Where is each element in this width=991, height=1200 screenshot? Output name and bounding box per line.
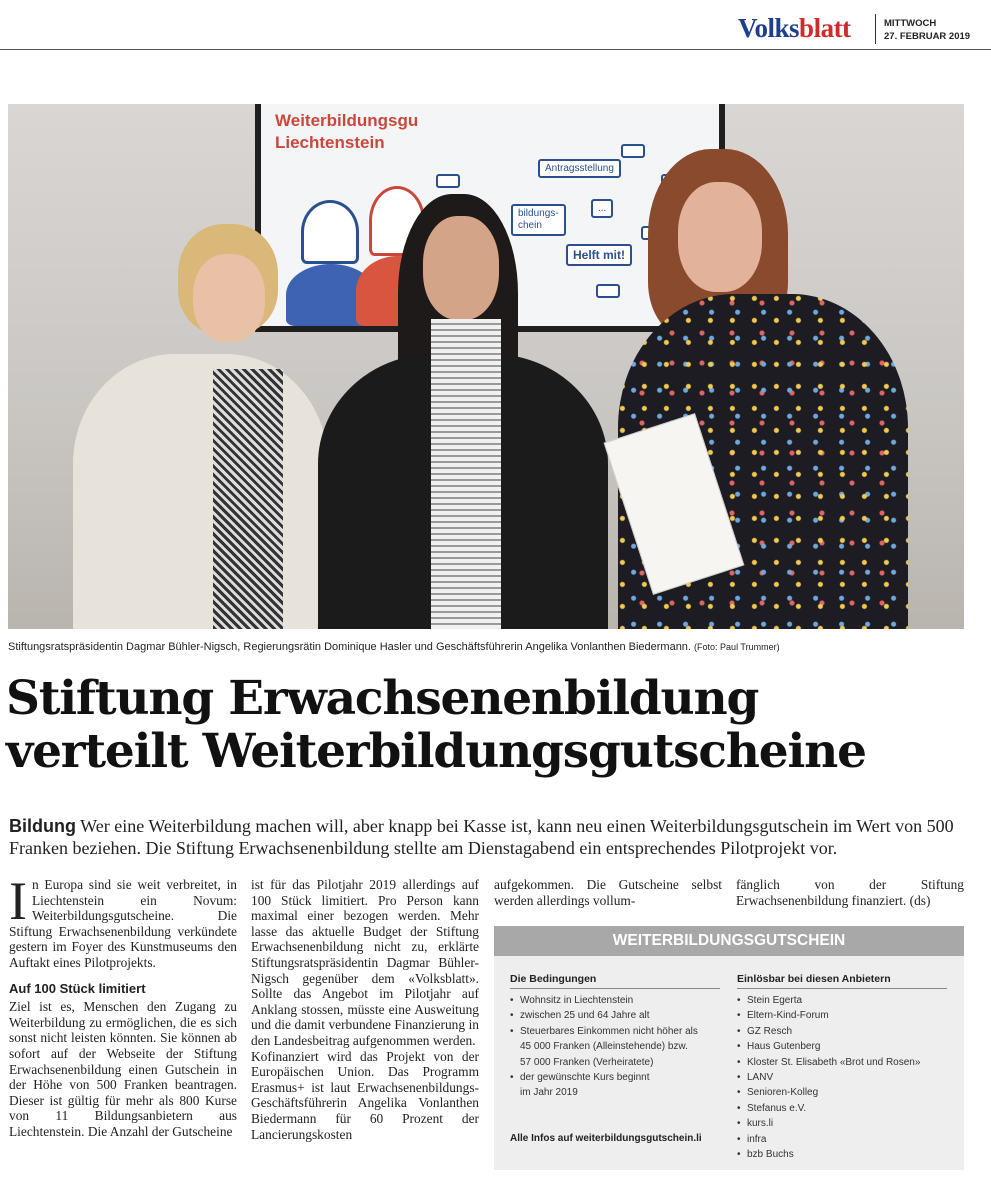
lead-kicker: Bildung — [9, 816, 76, 836]
conditions-section — [510, 973, 720, 1101]
info-box-title: WEITERBILDUNGSGUTSCHEIN — [494, 926, 964, 956]
headline-line-1: Stiftung Erwachsenenbildung — [6, 671, 759, 726]
provider-item: • Haus Gutenberg — [737, 1039, 947, 1054]
paragraph-col1-2: Ziel ist es, Menschen den Zugang zu Weiterbildung zu ermöglichen, die es sich sonst nicht leisten könnten. Sie können ab sofort auf der Webseite der Stiftung Erwachsenenbildung einen Gutschein in der Höhe von 500 Franken beantragen. Dieser ist gültig für mehr als 800 Kurse von 11 Bildungsanbietern aus Liechtenstein. Die Anzahl der Gutscheine — [9, 999, 237, 1139]
issue-full-date: 27. FEBRUAR 2019 — [884, 31, 971, 42]
person-center-top — [431, 319, 501, 629]
drop-cap: I — [9, 871, 27, 931]
person-left-jacket — [73, 354, 328, 629]
provider-item: • Eltern-Kind-Forum — [737, 1008, 947, 1023]
article-headline — [6, 672, 986, 778]
provider-item: • GZ Resch — [737, 1024, 947, 1039]
info-box-footer-link[interactable]: Alle Infos auf weiterbildungsgutschein.li — [510, 1133, 702, 1144]
provider-item: • Stein Egerta — [737, 993, 947, 1008]
person-left-top — [213, 369, 283, 629]
paragraph-col3-1: aufgekommen. Die Gutscheine selbst werden allerdings vollum- — [494, 877, 722, 908]
headline-line-2: verteilt Weiterbildungsgutscheine — [6, 724, 866, 779]
provider-item: • infra — [737, 1132, 947, 1147]
providers-heading: Einlösbar bei diesen Anbietern — [737, 973, 947, 989]
article-column-2 — [251, 877, 479, 1142]
issue-date — [884, 17, 970, 43]
bubble-bildungsschein: bildungs- chein — [511, 204, 566, 236]
providers-section — [737, 973, 947, 1162]
person-right-face — [678, 182, 762, 292]
masthead — [0, 0, 991, 50]
paragraph-col2-1: ist für das Pilotjahr 2019 allerdings auf 100 Stück limitiert. Pro Person kann maximal einer bezogen werden. Mehr lasse das aktuelle Budget der Stiftung Erwachsenenbildung nicht zu, erklärte Stiftungsratspräsidentin Dagmar Bühler-Nigsch gegenüber dem «Volksblatt». Sollte das Angebot im Pilotjahr auf Anklang stossen, müsste eine Ausweitung und die damit verbundene Finanzierung in den Landesbeitrag aufgenommen werden. — [251, 877, 479, 1048]
providers-list — [737, 993, 947, 1162]
bubble-empty-5 — [436, 174, 460, 188]
bubble-antragsstellung: Antragsstellung — [538, 159, 621, 178]
provider-item: • Kloster St. Elisabeth «Brot und Rosen» — [737, 1055, 947, 1070]
bubble-empty-1 — [621, 144, 645, 158]
conditions-heading: Die Bedingungen — [510, 973, 720, 989]
condition-item: • Wohnsitz in Liechtenstein — [510, 993, 720, 1008]
provider-item: • LANV — [737, 1070, 947, 1085]
provider-item: • kurs.li — [737, 1116, 947, 1131]
paragraph-col2-2: Kofinanziert wird das Projekt von der Europäischen Union. Das Programm Erasmus+ ist laut Erwachsenenbildungs-Geschäftsführerin Angelika Vonlanthen Biedermann für 60 Prozent der Lancierungskosten — [251, 1048, 479, 1142]
provider-item: • bzb Buchs — [737, 1147, 947, 1162]
provider-item: • Stefanus e.V. — [737, 1101, 947, 1116]
issue-weekday: MITTWOCH — [884, 18, 937, 29]
paragraph-intro: In Europa sind sie weit verbreitet, in Liechtenstein ein Novum: Weiterbildungsgutscheine. Die Stiftung Erwachsenenbildung verkündete gestern im Foyer des Kunstmuseums den Auftakt eines Pilotprojekts. — [9, 871, 237, 970]
caption-text: Stiftungsratspräsidentin Dagmar Bühler-Nigsch, Regierungsrätin Dominique Hasler und Geschäftsführerin Angelika Vonlanthen Biedermann. — [8, 641, 691, 653]
logo-part-volks: Volks — [738, 13, 800, 43]
condition-item: • der gewünschte Kurs beginnt im Jahr 2019 — [510, 1070, 720, 1101]
masthead-divider — [875, 14, 876, 44]
lead-text: Wer eine Weiterbildung machen will, aber knapp bei Kasse ist, kann neu einen Weiterbildungsgutschein im Wert von 500 Franken beziehen. Die Stiftung Erwachsenenbildung stellte am Dienstagabend ein entsprechendes Pilotprojekt vor. — [9, 816, 954, 858]
logo-part-blatt: blatt — [799, 13, 851, 43]
person-left-face — [193, 254, 265, 342]
condition-item: • Steuerbares Einkommen nicht höher als 45 000 Franken (Alleinstehende) bzw. 57 000 Franken (Verheiratete) — [510, 1024, 720, 1070]
paragraph-col4-1: fänglich von der Stiftung Erwachsenenbildung finanziert. (ds) — [736, 877, 964, 908]
bubble-dots: ... — [591, 199, 613, 218]
newspaper-logo — [738, 13, 851, 44]
section-subheading: Auf 100 Stück limitiert — [9, 980, 146, 996]
article-photo — [8, 104, 964, 629]
provider-item: • Senioren-Kolleg — [737, 1085, 947, 1100]
screen-title: Weiterbildungsgu Liechtenstein — [275, 111, 419, 152]
article-column-3 — [494, 877, 722, 908]
photo-caption — [8, 641, 780, 653]
bubble-empty-4 — [596, 284, 620, 298]
article-column-1 — [9, 871, 237, 1140]
screen-figure-woman-head — [301, 200, 359, 264]
info-box — [494, 926, 964, 1170]
photo-credit: (Foto: Paul Trummer) — [694, 642, 780, 652]
person-center-face — [423, 216, 499, 320]
condition-item: • zwischen 25 und 64 Jahre alt — [510, 1008, 720, 1023]
article-lead — [9, 815, 979, 859]
conditions-list — [510, 993, 720, 1101]
bubble-helft-mit: Helft mit! — [566, 244, 632, 266]
article-column-4 — [736, 877, 964, 908]
